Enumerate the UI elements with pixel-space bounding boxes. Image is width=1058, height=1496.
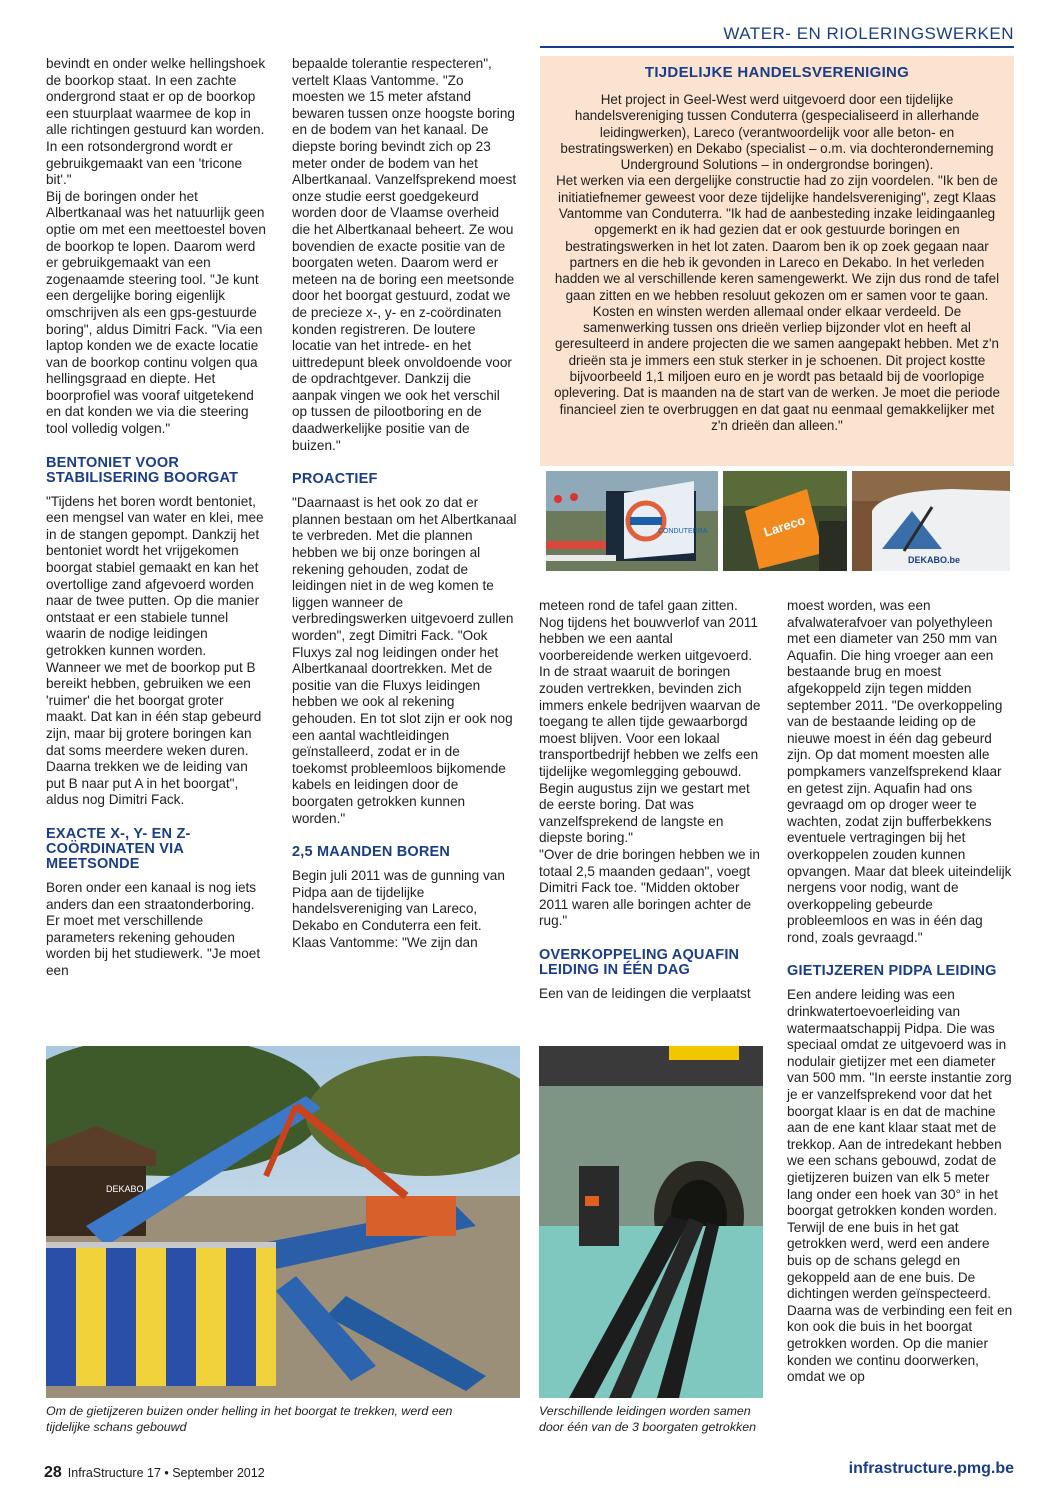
box-text [550, 92, 1004, 434]
paragraph: Boren onder een kanaal is nog iets anders dan een straatonderboring. Er moet met verschillende parameters rekening gehouden worden bij het studiewerk. "Je moet een [46, 879, 261, 978]
caption-right-photo: Verschillende leidingen worden samen door één van de 3 boorgaten getrokken [539, 1404, 756, 1434]
paragraph: Het project in Geel-West werd uitgevoerd door een tijdelijke handelsvereniging tussen Conduterra (gespecialiseerd in allerhande leidingwerken), Lareco (verantwoordelijk voor alle beton- en bestratingswerken) en Dekabo (specialist – o.m. via dochteronderneming Underground Solutions – in ondergrondse boringen). [560, 92, 994, 173]
heading-exacte-coordinaten: EXACTE X-, Y- EN Z-COÖRDINATEN VIA MEETSONDE [46, 825, 191, 872]
section-rule [540, 46, 1014, 48]
column-3 [539, 598, 763, 1002]
paragraph: "Daarnaast is het ook zo dat er plannen bestaan om het Albertkanaal te verbreden. Met die plannen hebben we bij onze boringen al rekening gehouden, zodat de leidingen niet in de weg komen te liggen wanneer de verbredingswerken uitgevoerd zullen worden", zegt Dimitri Fack. "Ook Fluxys zal nog leidingen onder het Albertkanaal doortrekken. Met de positie van die Fluxys leidingen hebben we ook al rekening gehouden. En tot slot zijn er ook nog een aantal wachtleidingen geïnstalleerd, zodat er in de toekomst probleemloos bijkomende kabels en leidingen door de boorgaten getrokken kunnen worden." [292, 495, 517, 826]
paragraph: Een van de leidingen die verplaatst [539, 985, 751, 1001]
paragraph: Een andere leiding was een drinkwatertoevoerleiding van watermaatschappij Pidpa. Die was speciaal omdat ze uitgevoerd was in nodulair gietijzer met een diameter van 500 mm. "In eerste instantie zorg je er vanzelfsprekend voor dat het boorgat klaar is en dat de machine aan de ene kant klaar staat met de trekkop. Aan de intredekant hebben we een schans gebouwd, zodat de gietijzeren buizen van elk 5 meter lang onder een hoek van 30° in het boorgat getrokken konden worden. Terwijl de ene buis in het gat getrokken werd, werd een andere buis op de schans gelegd en gekoppeld aan de ene buis. De dichtingen werden geïnspecteerd. Daarna was de verbinding een feit en kon ook die buis in het boorgat getrokken worden. Op die manier konden we continu doorwerken, omdat we op [787, 987, 1013, 1385]
photo-construction-site [46, 1046, 520, 1398]
footer-left [44, 1464, 265, 1482]
photo-conduterra [546, 471, 718, 571]
issue-info: InfraStructure 17 • September 2012 [67, 1466, 265, 1480]
sign-dekabo-site: DEKABO [106, 1184, 144, 1194]
caption-main-photo: Om de gietijzeren buizen onder helling in het boorgat te trekken, werd een tijdelijke schans gebouwd [46, 1404, 453, 1434]
sign-conduterra: CONDUTERRA [658, 528, 708, 535]
paragraph: meteen rond de tafel gaan zitten. Nog tijdens het bouwverlof van 2011 hebben we een aantal voorbereidende werken uitgevoerd. In de straat waaruit de boringen zouden vertrekken, bevinden zich immers enkele bedrijven waarvan de toegang te allen tijde gewaarborgd moest blijven. Voor een lokaal transportbedrijf hebben we zelfs een tijdelijke wegomlegging gebouwd. Begin augustus zijn we gestart met de eerste boring. Dat was vanzelfsprekend de langste en diepste boring." [539, 598, 761, 846]
paragraph: bepaalde tolerantie respecteren", vertelt Klaas Vantomme. "Zo moesten we 15 meter afstand bewaren tussen onze hoogste boring en de bodem van het kanaal. De diepste boring bevindt zich op 23 meter onder de bodem van het Albertkanaal. Vanzelfsprekend moest onze studie eerst goedgekeurd worden door de Vlaamse overheid die het Albertkanaal beheert. Ze wou bovendien de exacte positie van de boorgaten weten. Daarom werd er meteen na de boring een meetsonde door het boorgat gestuurd, zodat we de precieze x-, y- en z-coördinaten konden registreren. De loutere locatie van het intrede- en het uittredepunt bleek onvoldoende voor de opdrachtgever. Dankzij die aanpak vingen we ook het verschil op tussen de pilootboring en de daadwerkelijke positie van de buizen." [292, 56, 517, 453]
column-1 [46, 56, 266, 980]
photo-dekabo [852, 471, 1010, 571]
box-title: TIJDELIJKE HANDELSVERENIGING [644, 64, 910, 81]
paragraph: Wanneer we met de boorkop put B bereikt hebben, gebruiken we een 'ruimer' die het boorgat groter maakt. Dat kan in één stap gebeurd zijn, maar bij grotere boringen kan dat soms meerdere weken duren. Daarna trekken we de leiding van put B naar put A in het boorgat", aldus nog Dimitri Fack. [46, 659, 262, 808]
paragraph: Bij de boringen onder het Albertkanaal was het natuurlijk geen optie om met een meettoestel boven de boorkop te lopen. Daarom werd er gebruikgemaakt van een zogenaamde steering tool. "Je kunt een dergelijke boring eigenlijk omschrijven als een gps-gestuurde boring", aldus Dimitri Fack. "Via een laptop konden we de exacte locatie van de boorkop continu volgen qua hellingsgraad en diepte. Het boorprofiel was vooraf uitgetekend en dat konden we via die steering tool volledig volgen." [46, 188, 266, 437]
photo-strip [540, 466, 1014, 574]
paragraph: moest worden, was een afvalwaterafvoer van polyethyleen met een diameter van 250 mm van Aquafin. Die hing vroeger aan een bestaande brug en moest afgekoppeld zijn tegen midden september 2011. "De overkoppeling van de bestaande leiding op de nieuwe moest in één dag gebeurd zijn. Op dat moment moesten alle pompkamers vanzelfsprekend klaar en getest zijn. Aquafin had ons gevraagd om op droger weer te wachten, zodat zijn bufferbekkens eventuele vertragingen bij het overkoppelen zouden kunnen opvangen. Maar dat bleek uiteindelijk nergens voor nodig, want de overkoppeling gebeurde probleemloos en was in één dag rond, zoals gevraagd." [787, 598, 1012, 945]
heading-pidpa: GIETIJZEREN PIDPA LEIDING [787, 963, 997, 980]
section-label: WATER- EN RIOLERINGSWERKEN [723, 24, 1014, 43]
footer-url[interactable]: infrastructure.pmg.be [848, 1460, 1014, 1477]
paragraph: "Over de drie boringen hebben we in totaal 2,5 maanden gedaan", voegt Dimitri Fack toe. "Midden oktober 2011 waren alle boringen achter de rug." [539, 846, 760, 929]
paragraph: "Tijdens het boren wordt bentoniet, een mengsel van water en klei, mee in de stangen gepompt. Dankzij het bentoniet wordt het vrijgekomen boorgat stabiel gemaakt en kan het overtollige zand afgevoerd worden naar de twee putten. Op die manier ontstaat er een stabiele tunnel waarin de nodige leidingen getrokken kunnen worden. [46, 493, 264, 658]
paragraph: Begin juli 2011 was de gunning van Pidpa aan de tijdelijke handelsvereniging van Lareco, Dekabo en Conduterra een feit. Klaas Vantomme: "We zijn dan [292, 868, 505, 950]
sign-dekabo: DEKABO.be [908, 555, 961, 565]
heading-proactief: PROACTIEF [292, 471, 378, 488]
page-number: 28 [44, 1464, 62, 1481]
sidebar-box [540, 56, 1014, 466]
column-2 [292, 56, 518, 951]
paragraph: bevindt en onder welke hellingshoek de boorkop staat. In een zachte ondergrond staat er op de boorkop een stuurplaat waarmee de kop in alle richtingen gestuurd kan worden. In een rotsondergrond wordt er gebruikgemaakt van een 'tricone bit'." [46, 56, 266, 188]
sign-lareco: Lareco [761, 512, 808, 540]
heading-maanden-boren: 2,5 MAANDEN BOREN [292, 844, 451, 861]
photo-lareco [723, 471, 847, 571]
paragraph: Het werken via een dergelijke constructie had zo zijn voordelen. "Ik ben de initiatiefnemer geweest voor deze tijdelijke handelsvereniging", zegt Klaas Vantomme van Conduterra. "Ik had de aanbesteding inzake leidingaanleg opgemerkt en ik had gezien dat er ook gestuurde boringen en bestratingswerken in het lot zaten. Daarom ben ik op zoek gegaan naar partners en die heb ik gevonden in Lareco en Dekabo. In het verleden hadden we al verschillende keren samengewerkt. We zijn dus rond de tafel gaan zitten en we hebben resoluut gekozen om er samen voor te gaan. Kosten en winsten werden allemaal onder elkaar verdeeld. De samenwerking tussen ons drieën verliep bijzonder vlot en heeft al geresulteerd in andere projecten die we samen aangepakt hebben. Met z'n drieën sta je immers een stuk sterker in je schoenen. Dit project kostte bijvoorbeeld 1,1 miljoen euro en je wordt pas betaald bij de voorlopige oplevering. Dat is maanden na de start van de werken. Je moet die periode financieel zien te overbruggen en dat gaat nu eenmaal gemakkelijker met z'n drieën dan alleen." [554, 173, 1000, 433]
heading-aquafin: OVERKOPPELING AQUAFIN LEIDING IN ÉÉN DAG [539, 946, 740, 978]
heading-bentoniet: BENTONIET VOOR STABILISERING BOORGAT [46, 454, 239, 486]
photo-borehole [539, 1046, 763, 1398]
column-4 [787, 598, 1013, 1386]
